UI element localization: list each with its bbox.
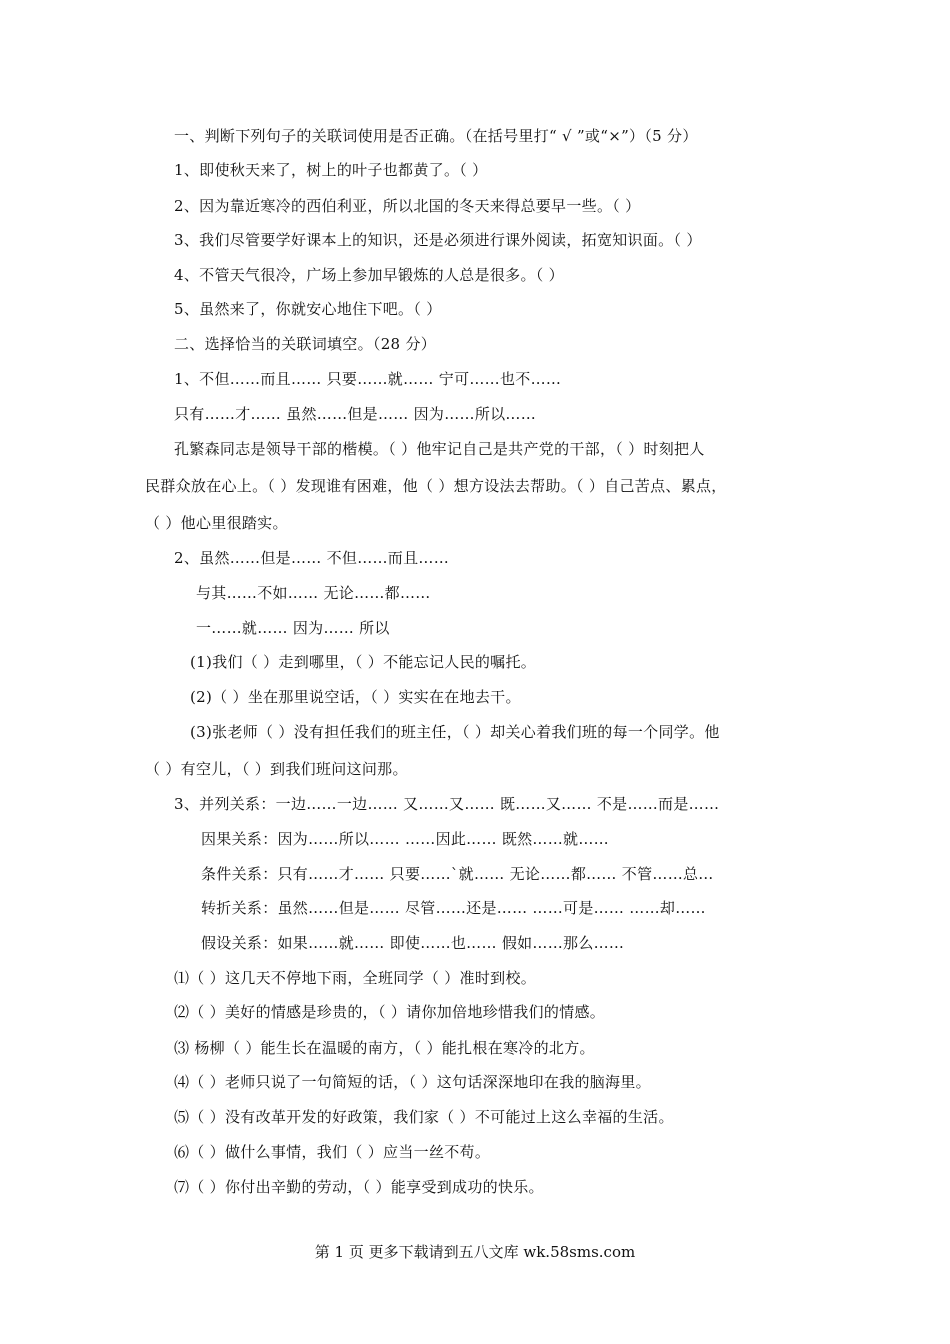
section1-item-2: 2、因为靠近寒冷的西伯利亚，所以北国的冬天来得总要早一些。（ ） [174,197,641,215]
q3-item-5: ⑸（ ）没有改革开发的好政策，我们家（ ）不可能过上这么幸福的生活。 [174,1108,674,1126]
q2-options-line-3: 一……就…… 因为…… 所以 [196,619,390,637]
q3-item-3: ⑶ 杨柳（ ）能生长在温暖的南方，（ ）能扎根在寒冷的北方。 [174,1039,595,1057]
q1-paragraph-line-2: 民群众放在心上。（ ）发现谁有困难，他（ ）想方设法去帮助。（ ）自己苦点、累点， [145,477,727,495]
section1-heading: 一、判断下列句子的关联词使用是否正确。（在括号里打“ √ ”或“×”）（5 分） [174,127,698,145]
page-footer: 第 1 页 更多下载请到五八文库 wk.58sms.com [314,1243,636,1261]
q3-item-7: ⑺（ ）你付出辛勤的劳动，（ ）能享受到成功的快乐。 [174,1178,544,1196]
q3-relation-hypothetical: 假设关系：如果……就…… 即使……也…… 假如……那么…… [201,934,625,952]
q3-item-1: ⑴（ ）这几天不停地下雨，全班同学（ ）准时到校。 [174,969,537,987]
q3-relation-causal: 因果关系：因为……所以…… ……因此…… 既然……就…… [201,830,609,848]
section1-item-4: 4、不管天气很冷，广场上参加早锻炼的人总是很多。（ ） [174,266,564,284]
q2-sentence-3-line-2: （ ）有空儿，（ ）到我们班问这问那。 [145,760,408,778]
q1-paragraph-line-1: 孔繁森同志是领导干部的楷模。（ ）他牢记自己是共产党的干部，（ ）时刻把人 [174,440,705,458]
q2-sentence-3-line-1: (3)张老师（ ）没有担任我们的班主任，（ ）却关心着我们班的每一个同学。他 [190,723,720,741]
q3-item-6: ⑹（ ）做什么事情，我们（ ）应当一丝不苟。 [174,1143,491,1161]
q1-options-line-2: 只有……才…… 虽然……但是…… 因为……所以…… [174,405,537,423]
q3-item-4: ⑷（ ）老师只说了一句简短的话，（ ）这句话深深地印在我的脑海里。 [174,1073,651,1091]
q3-relation-parallel: 3、并列关系：一边……一边…… 又……又…… 既……又…… 不是……而是…… [174,795,720,813]
q2-options-line-1: 2、虽然……但是…… 不但……而且…… [174,549,450,567]
section1-item-5: 5、虽然来了，你就安心地住下吧。（ ） [174,300,442,318]
section1-item-1: 1、即使秋天来了，树上的叶子也都黄了。（ ） [174,161,488,179]
q2-sentence-1: (1)我们（ ）走到哪里，（ ）不能忘记人民的嘱托。 [190,653,537,671]
section1-item-3: 3、我们尽管要学好课本上的知识，还是必须进行课外阅读，拓宽知识面。（ ） [174,231,702,249]
q2-sentence-2: (2)（ ）坐在那里说空话，（ ）实实在在地去干。 [190,688,521,706]
q3-relation-conditional: 条件关系：只有……才…… 只要……`就…… 无论……都…… 不管……总… [201,865,714,883]
section2-heading: 二、选择恰当的关联词填空。（28 分） [174,335,437,353]
q1-paragraph-line-3: （ ）他心里很踏实。 [145,514,288,532]
q3-item-2: ⑵（ ）美好的情感是珍贵的，（ ）请你加倍地珍惜我们的情感。 [174,1003,606,1021]
q1-options-line-1: 1、不但……而且…… 只要……就…… 宁可……也不…… [174,370,562,388]
q3-relation-adversative: 转折关系：虽然……但是…… 尽管……还是…… ……可是…… ……却…… [201,899,706,917]
q2-options-line-2: 与其……不如…… 无论……都…… [196,584,431,602]
